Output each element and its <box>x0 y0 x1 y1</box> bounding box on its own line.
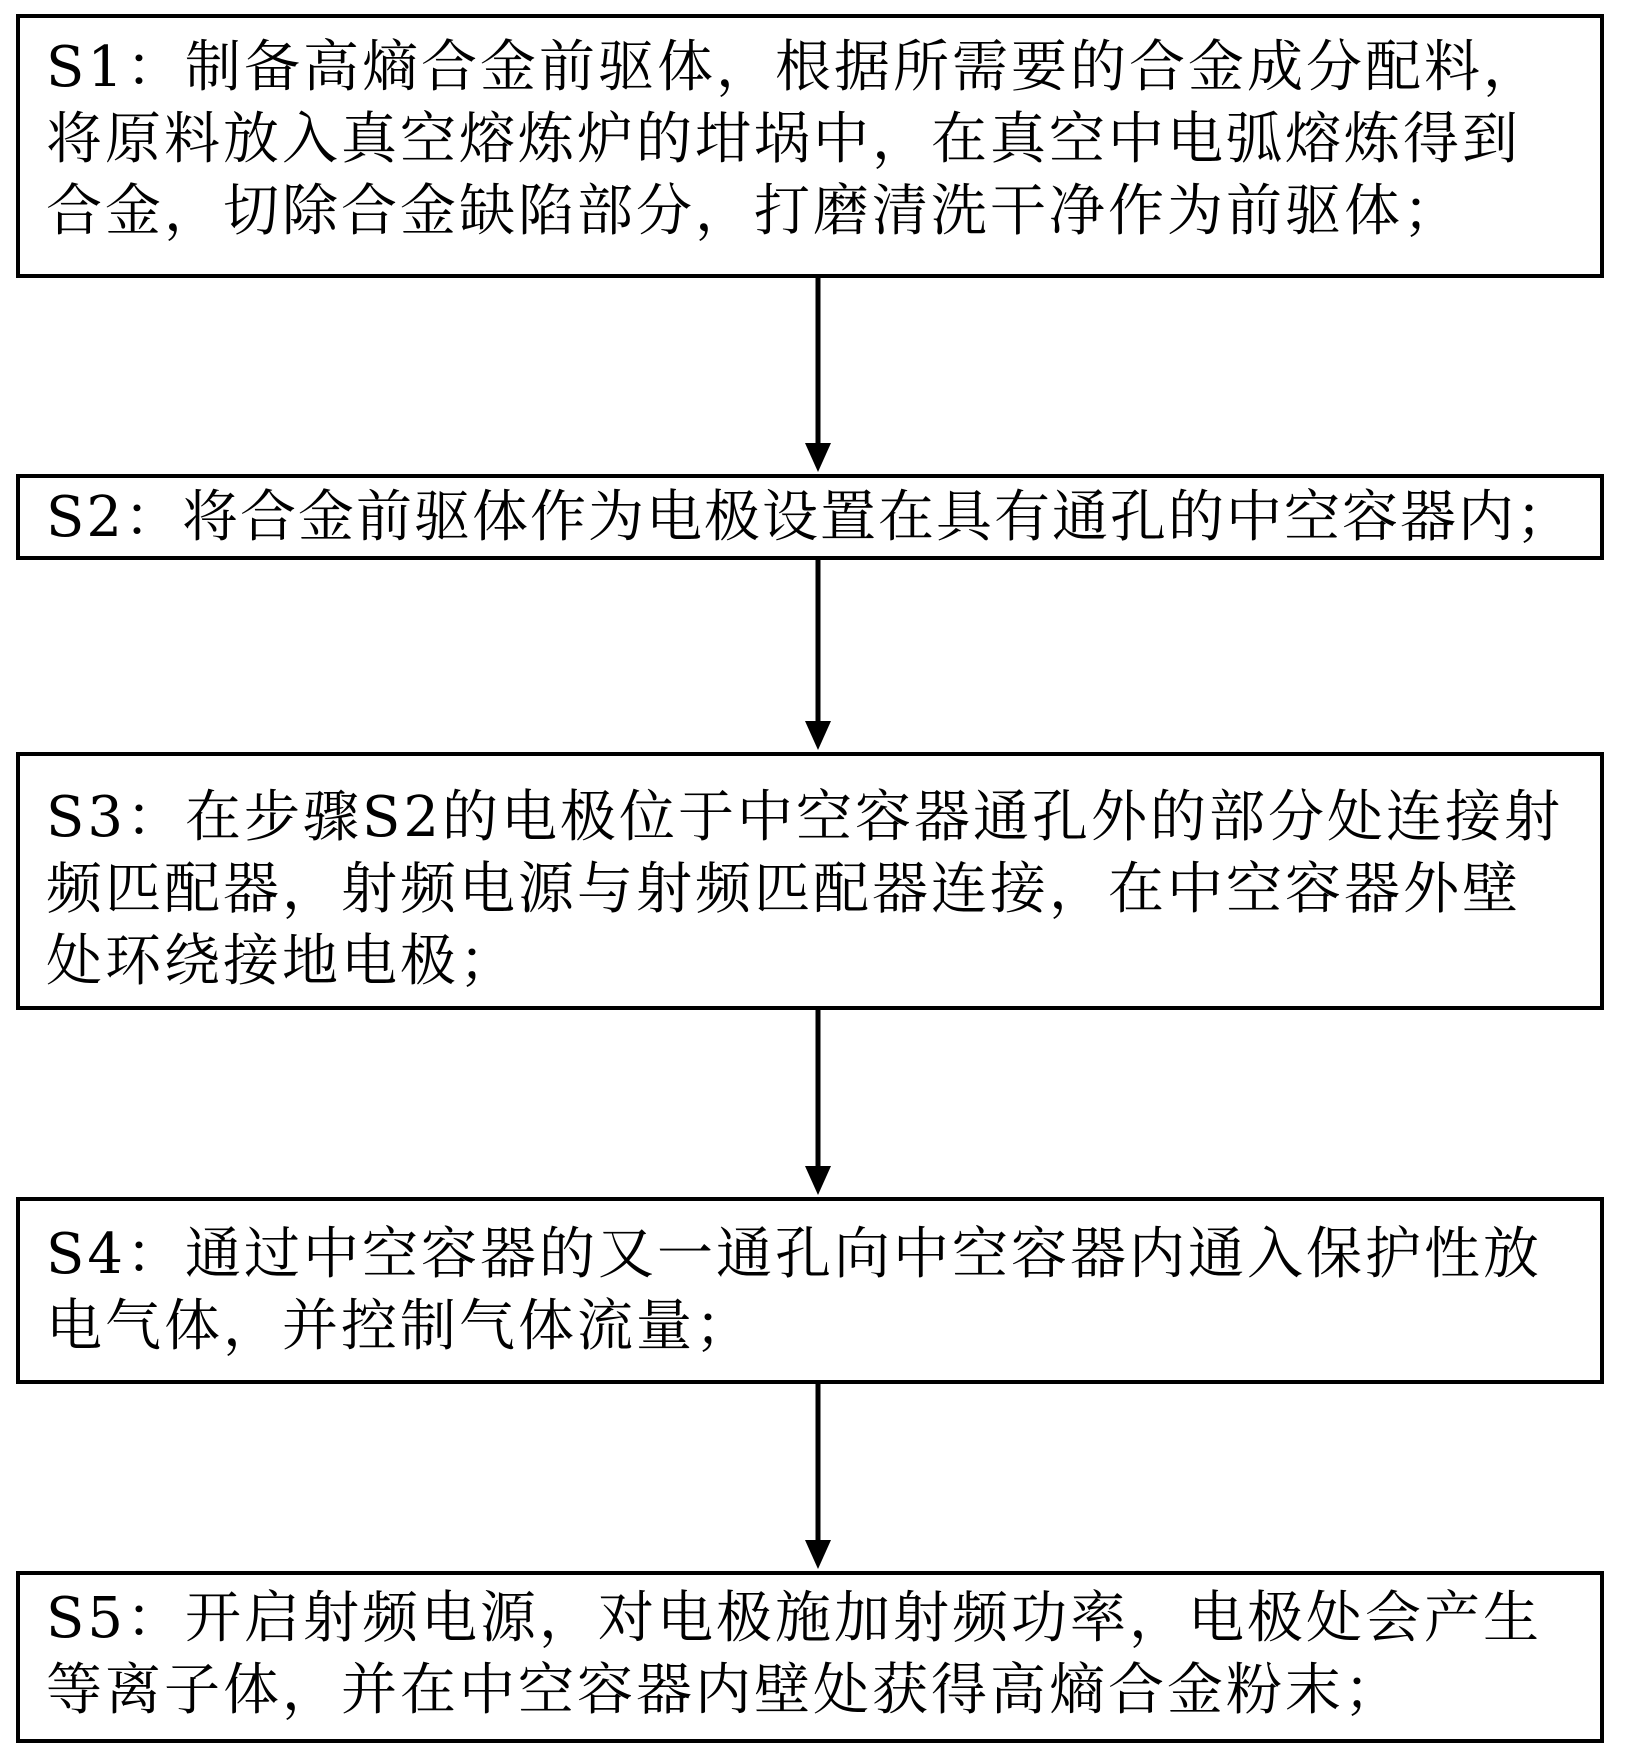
step-text-s2: S2：将合金前驱体作为电极设置在具有通孔的中空容器内； <box>46 485 1574 550</box>
arrow-s3-to-s4 <box>805 1010 831 1195</box>
step-text-s1: S1：制备高熵合金前驱体，根据所需要的合金成分配料，将原料放入真空熔炼炉的坩埚中，在真空中电弧熔炼得到合金，切除合金缺陷部分，打磨清洗干净作为前驱体； <box>46 35 1542 244</box>
step-box-s3 <box>16 752 1604 1010</box>
step-box-s4 <box>16 1197 1604 1384</box>
step-box-s2 <box>16 474 1604 560</box>
arrow-s2-to-s3 <box>805 560 831 750</box>
arrow-s1-to-s2 <box>805 278 831 472</box>
step-text-s3: S3：在步骤S2的电极位于中空容器通孔外的部分处连接射频匹配器，射频电源与射频匹配器连接，在中空容器外壁处环绕接地电极； <box>46 785 1563 994</box>
step-text-s4: S4：通过中空容器的又一通孔向中空容器内通入保护性放电气体，并控制气体流量； <box>46 1222 1542 1359</box>
step-box-s1 <box>16 14 1604 278</box>
arrow-s4-to-s5 <box>805 1384 831 1569</box>
step-box-s5 <box>16 1571 1604 1743</box>
step-text-s5: S5：开启射频电源，对电极施加射频功率，电极处会产生等离子体，并在中空容器内壁处获得高熵合金粉末； <box>46 1586 1542 1723</box>
